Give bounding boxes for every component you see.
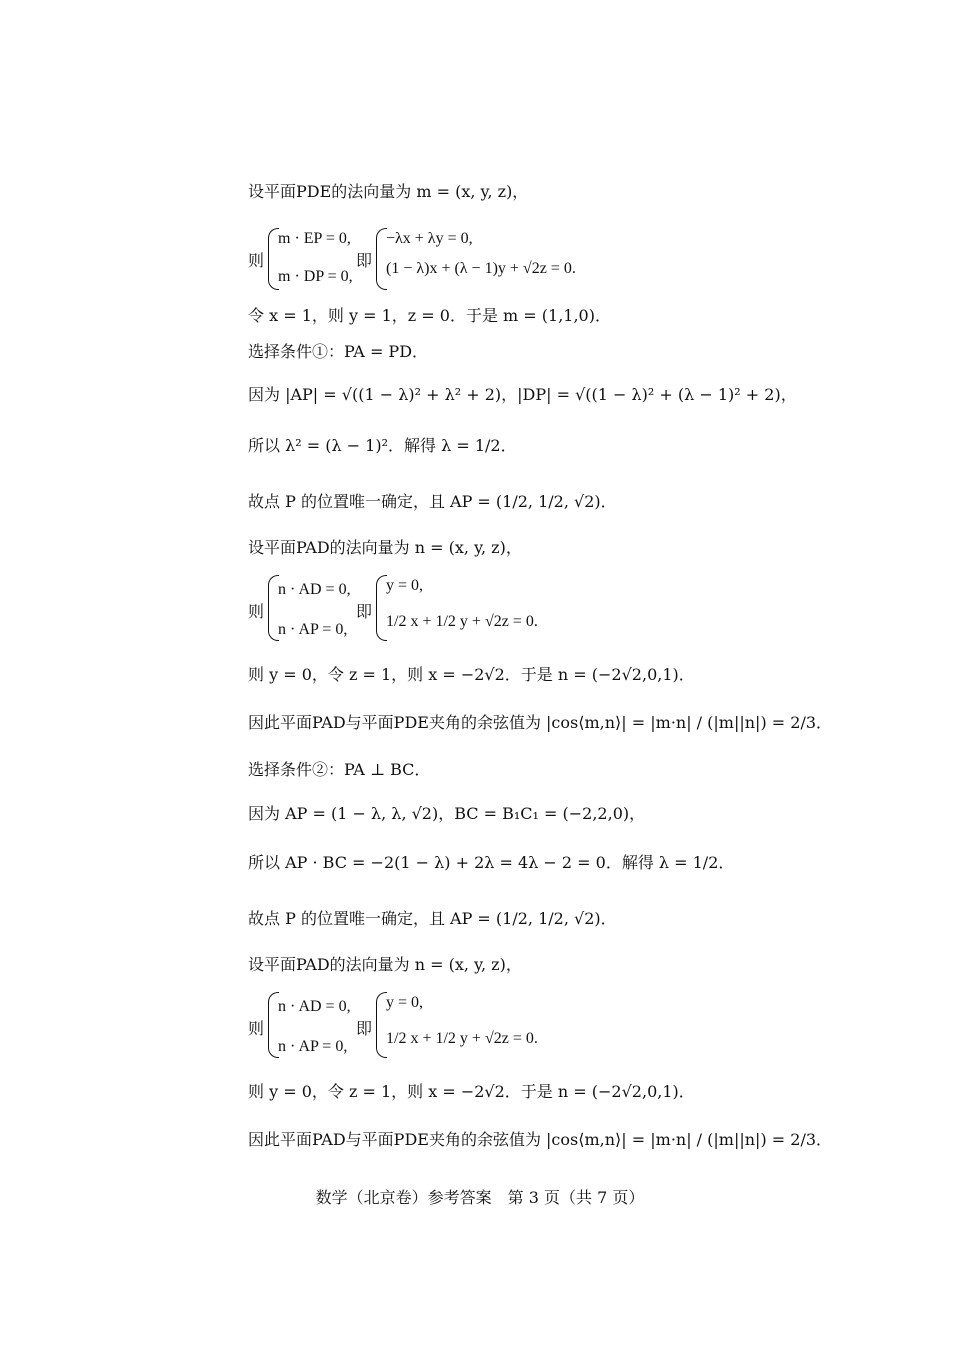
system-row: m · DP = 0,	[278, 268, 353, 285]
line-solve-n: 则 y = 0，令 z = 1，则 x = −2√2．于是 n = (−2√2,0,1)．	[248, 1082, 695, 1101]
system-row: 1/2 x + 1/2 y + √2z = 0.	[386, 613, 538, 630]
system-row: n · AD = 0,	[278, 998, 351, 1015]
line-solve-lambda: 所以 λ² = (λ − 1)²．解得 λ = 1/2．	[248, 436, 517, 455]
line-condition-1: 选择条件①：PA = PD．	[248, 342, 429, 361]
line-point-p-unique: 故点 P 的位置唯一确定，且 AP = (1/2, 1/2, √2)．	[248, 492, 617, 511]
system-row: n · AP = 0,	[278, 621, 348, 638]
line-vectors-ap-bc: 因为 AP = (1 − λ, λ, √2)，BC = B₁C₁ = (−2,2,0)，	[248, 804, 646, 823]
system-label: 则	[248, 251, 265, 270]
line-point-p-unique: 故点 P 的位置唯一确定，且 AP = (1/2, 1/2, √2)．	[248, 909, 617, 928]
system-row: 1/2 x + 1/2 y + √2z = 0.	[386, 1030, 538, 1047]
system-connector: 即	[356, 602, 373, 621]
equation-system-2	[248, 575, 648, 641]
line-dot-product: 所以 AP · BC = −2(1 − λ) + 2λ = 4λ − 2 = 0．解得 λ = 1/2．	[248, 853, 735, 872]
line-set-x: 令 x = 1，则 y = 1，z = 0．于是 m = (1,1,0)．	[248, 306, 611, 325]
system-row: (1 − λ)x + (λ − 1)y + √2z = 0.	[386, 260, 576, 277]
system-row: y = 0,	[386, 577, 424, 594]
line-cosine-result: 因此平面PAD与平面PDE夹角的余弦值为 |cos⟨m,n⟩| = |m·n| / (|m||n|) = 2/3．	[248, 1130, 833, 1149]
system-label: 则	[248, 1019, 265, 1038]
line-lengths: 因为 |AP| = √((1 − λ)² + λ² + 2)，|DP| = √((1 − λ)² + (λ − 1)² + 2)，	[248, 385, 797, 404]
equation-system-1	[248, 228, 648, 292]
system-label: 则	[248, 602, 265, 621]
line-cosine-result: 因此平面PAD与平面PDE夹角的余弦值为 |cos⟨m,n⟩| = |m·n| / (|m||n|) = 2/3．	[248, 713, 833, 732]
system-row: −λx + λy = 0,	[386, 230, 473, 247]
line-normal-vector-pad: 设平面PAD的法向量为 n = (x, y, z)，	[248, 538, 522, 557]
system-row: n · AP = 0,	[278, 1038, 348, 1055]
equation-system-3	[248, 992, 648, 1058]
system-row: m · EP = 0,	[278, 230, 351, 247]
line-solve-n: 则 y = 0，令 z = 1，则 x = −2√2．于是 n = (−2√2,0,1)．	[248, 665, 695, 684]
page-footer: 数学（北京卷）参考答案 第 3 页（共 7 页）	[315, 1188, 645, 1207]
line-condition-2: 选择条件②：PA ⊥ BC．	[248, 760, 431, 779]
line-normal-vector-pde: 设平面PDE的法向量为 m = (x, y, z)，	[248, 182, 529, 201]
system-row: n · AD = 0,	[278, 581, 351, 598]
system-connector: 即	[356, 1019, 373, 1038]
system-row: y = 0,	[386, 994, 424, 1011]
line-normal-vector-pad: 设平面PAD的法向量为 n = (x, y, z)，	[248, 955, 522, 974]
system-connector: 即	[356, 251, 373, 270]
